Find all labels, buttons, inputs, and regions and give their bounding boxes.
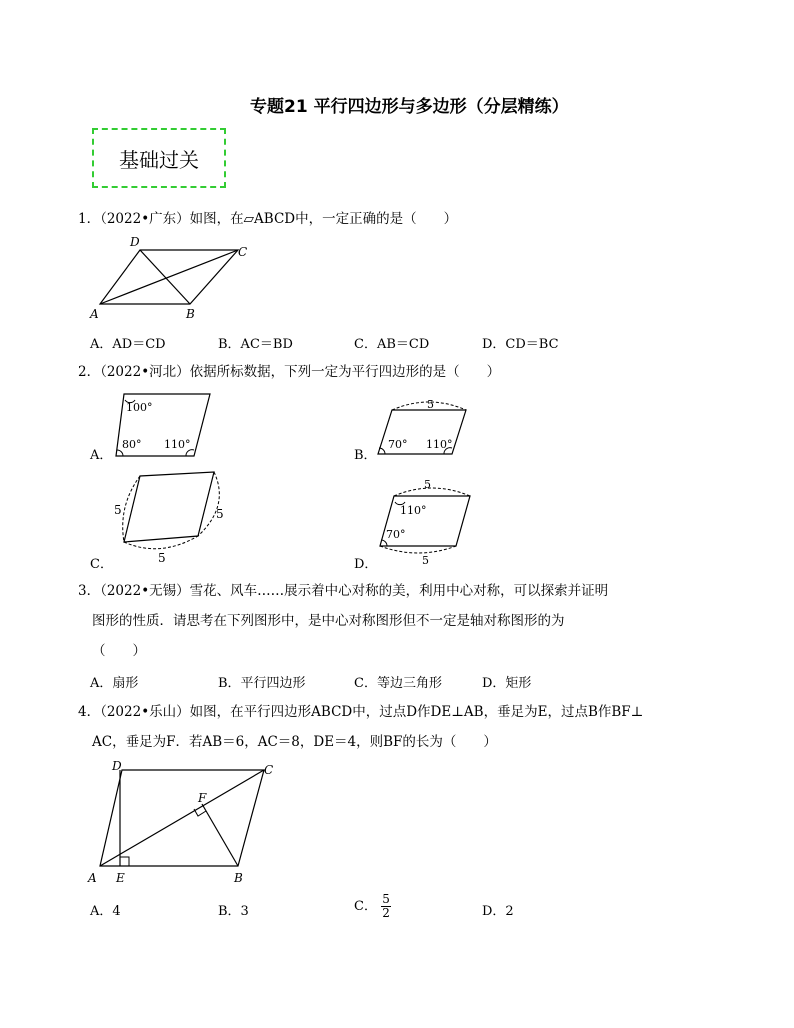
q4-segment-bf bbox=[202, 804, 238, 866]
q1-label-a: A bbox=[90, 307, 99, 321]
q4-option-b[interactable]: B．3 bbox=[218, 904, 249, 919]
q4-option-d[interactable]: D．2 bbox=[482, 904, 514, 919]
q2-option-d[interactable]: D． bbox=[354, 557, 378, 572]
q1-option-b[interactable]: B．AC＝BD bbox=[218, 337, 293, 352]
q4-label-d: D bbox=[112, 759, 122, 773]
q1-option-a[interactable]: A．AD＝CD bbox=[90, 337, 166, 352]
q3-line-2: 图形的性质．请思考在下列图形中，是中心对称图形但不一定是轴对称图形的为 bbox=[92, 613, 565, 629]
q2d-side-1: 5 bbox=[424, 478, 431, 491]
section-badge: 基础过关 bbox=[92, 128, 226, 188]
q4-label-f: F bbox=[198, 791, 207, 805]
q1-option-c[interactable]: C．AB＝CD bbox=[354, 337, 430, 352]
q2-option-c[interactable]: C． bbox=[90, 557, 113, 572]
q3-line-1: 3．（2022•无锡）雪花、风车……展示着中心对称的美，利用中心对称，可以探索并证明 bbox=[78, 583, 609, 599]
q2b-angle-1: 70° bbox=[388, 438, 408, 451]
q4-label-e: E bbox=[116, 871, 125, 885]
q1-label-b: B bbox=[186, 307, 195, 321]
q4-option-c[interactable] bbox=[354, 893, 391, 920]
q4-option-c-prefix: C． bbox=[354, 899, 377, 914]
q2-figure-c bbox=[110, 466, 230, 564]
q2a-angle-2: 80° bbox=[122, 438, 142, 451]
q4-option-c-numerator: 5 bbox=[382, 892, 390, 906]
q3-option-c[interactable]: C．等边三角形 bbox=[354, 676, 442, 691]
q2d-angle-1: 110° bbox=[400, 504, 427, 517]
q4-diagonal-ac bbox=[100, 770, 264, 866]
q2d-side-2: 5 bbox=[422, 554, 429, 567]
q1-figure bbox=[88, 236, 258, 324]
q4-option-a[interactable]: A．4 bbox=[90, 904, 121, 919]
q2-figure-d bbox=[374, 476, 478, 568]
q2c-side-3: 5 bbox=[158, 551, 166, 564]
q4-line-2: AC，垂足为F．若AB＝6，AC＝8，DE＝4，则BF的长为（ ） bbox=[92, 734, 497, 750]
q2-stem: 2．（2022•河北）依据所标数据，下列一定为平行四边形的是（ ） bbox=[78, 364, 501, 380]
q2b-side: 5 bbox=[427, 398, 434, 411]
q2-option-a[interactable]: A． bbox=[90, 448, 113, 463]
q2a-angle-1: 100° bbox=[126, 401, 153, 414]
q2c-side-2: 5 bbox=[216, 507, 224, 521]
q2-figure-b bbox=[372, 394, 476, 460]
q1-diagonal-bd bbox=[140, 250, 190, 304]
q2a-angle-3: 110° bbox=[164, 438, 191, 451]
q4-option-c-fraction bbox=[381, 893, 391, 920]
q2b-angle-2: 110° bbox=[426, 438, 453, 451]
page-title: 专题21 平行四边形与多边形（分层精练） bbox=[250, 97, 569, 117]
q3-option-b[interactable]: B．平行四边形 bbox=[218, 676, 306, 691]
q3-option-a[interactable]: A．扇形 bbox=[90, 676, 139, 691]
q4-option-c-denominator: 2 bbox=[382, 906, 390, 920]
q1-label-d: D bbox=[130, 236, 140, 249]
q2c-side-1: 5 bbox=[114, 503, 122, 517]
q1-stem: 1．（2022•广东）如图，在▱ABCD中，一定正确的是（ ） bbox=[78, 211, 458, 227]
q4-label-b: B bbox=[234, 871, 243, 885]
q4-figure bbox=[84, 756, 284, 886]
q1-label-c: C bbox=[238, 245, 248, 259]
q3-option-d[interactable]: D．矩形 bbox=[482, 676, 532, 691]
q4-label-c: C bbox=[264, 763, 274, 777]
q3-line-3: （ ） bbox=[92, 643, 146, 659]
q2-figure-a bbox=[108, 388, 220, 460]
q2d-angle-2: 70° bbox=[386, 528, 406, 541]
q4-right-angle-e bbox=[120, 857, 129, 866]
q4-label-a: A bbox=[88, 871, 97, 885]
q2-option-b[interactable]: B． bbox=[354, 448, 377, 463]
q1-option-d[interactable]: D．CD＝BC bbox=[482, 337, 559, 352]
q4-line-1: 4．（2022•乐山）如图，在平行四边形ABCD中，过点D作DE⊥AB，垂足为E，过点B作BF⊥ bbox=[78, 704, 644, 720]
